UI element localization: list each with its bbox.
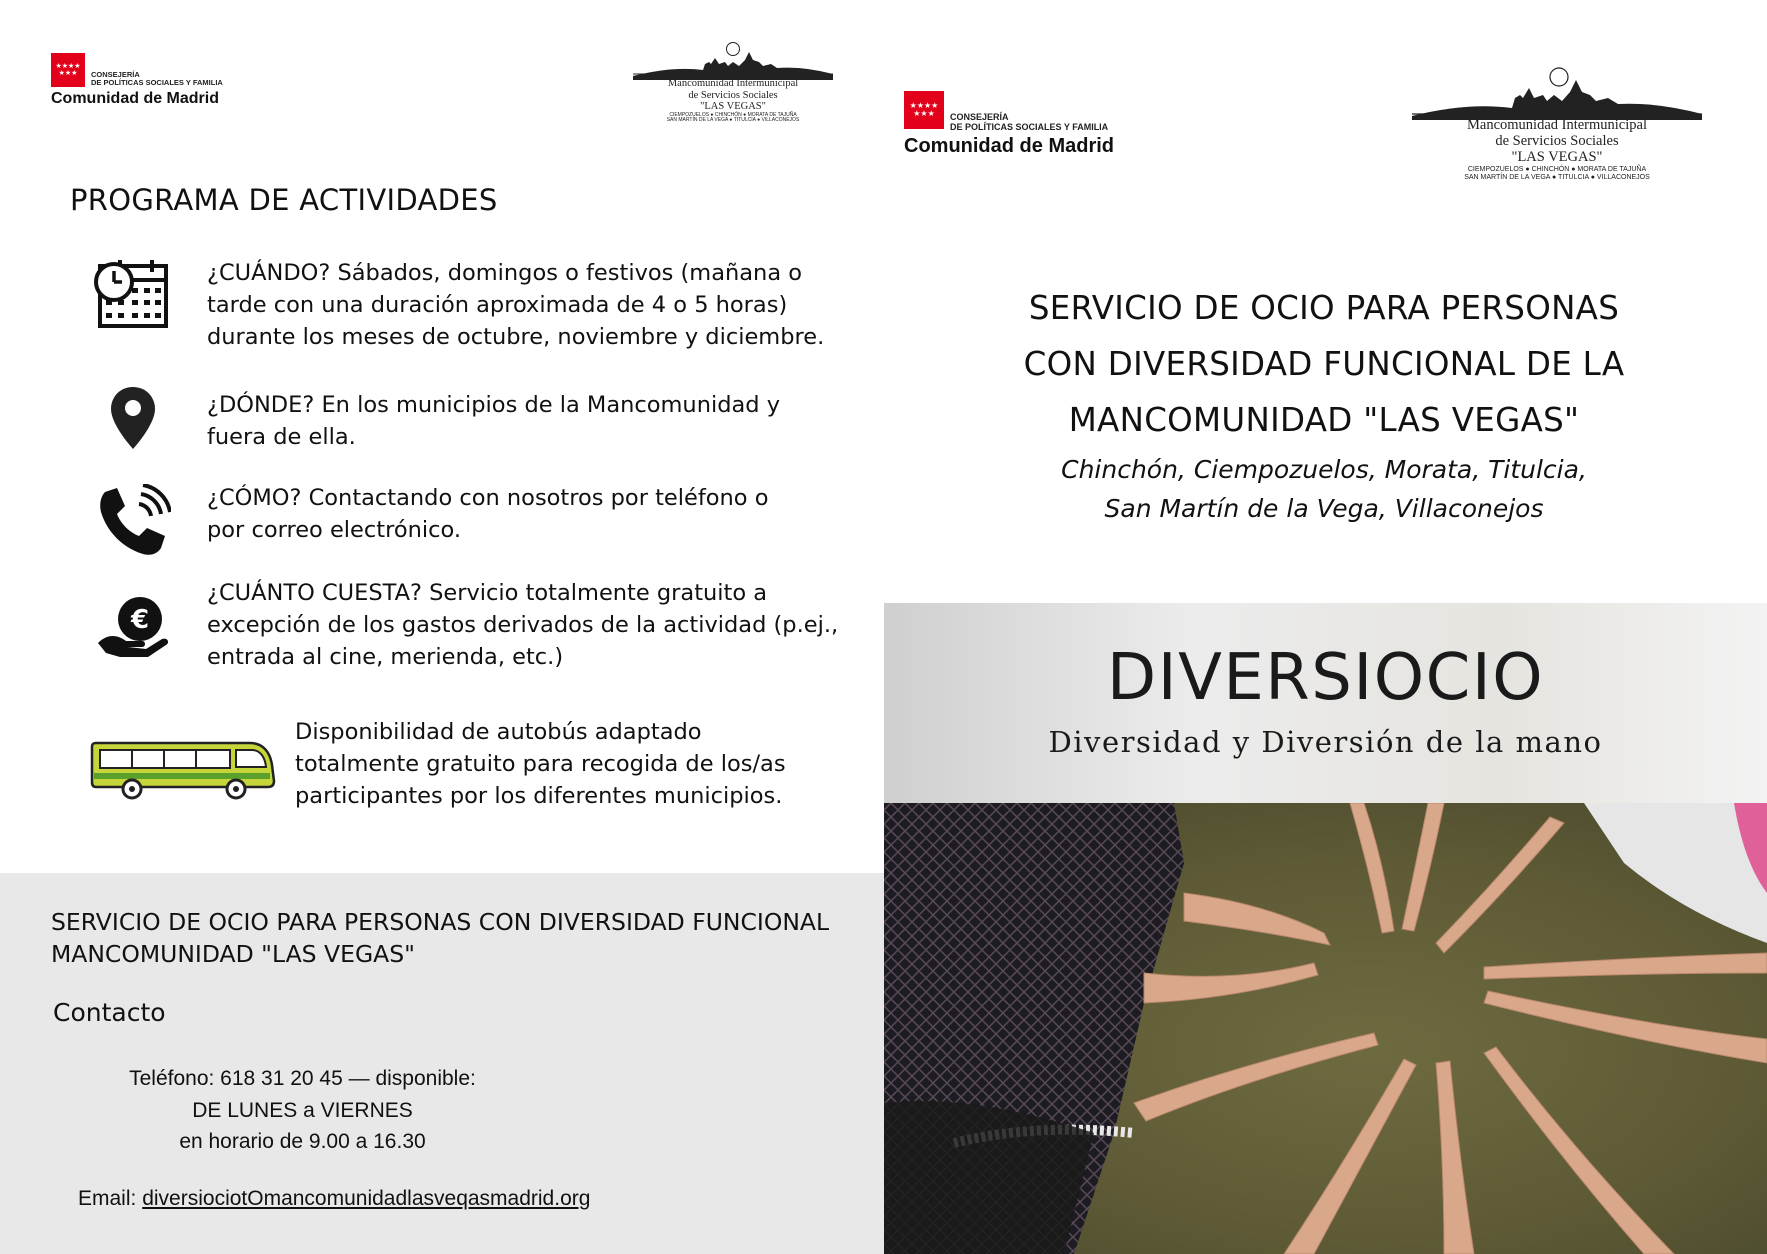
phone-info: [80, 1063, 525, 1158]
svg-text:€: €: [130, 605, 150, 635]
photo-hands-area: [884, 803, 1767, 1254]
cost-text: [207, 577, 838, 673]
cover-towns-line: Chinchón, Ciempozuelos, Morata, Titulcia,: [1061, 455, 1587, 484]
email-row: [78, 1187, 590, 1211]
how-line: por correo electrónico.: [207, 517, 462, 543]
phone-line: Teléfono: 618 31 20 45 — disponible:: [129, 1067, 476, 1090]
when-text: [207, 257, 824, 353]
brand-tagline: Diversidad y Diversión de la mano: [1048, 725, 1603, 759]
mancomunidad-logo-right: [1412, 64, 1702, 182]
town-skyline-icon: [1412, 64, 1702, 120]
how-text: [207, 482, 769, 546]
contact-service-title: [51, 906, 829, 970]
mancomunidad-towns-line: CIEMPOZUELOS ● CHINCHÓN ● MORATA DE TAJUÑA: [1467, 165, 1647, 173]
consejeria-label: CONSEJERÍA: [950, 112, 1009, 122]
mancomunidad-name-line: de Servicios Sociales: [1495, 132, 1619, 149]
cover-towns: [934, 450, 1714, 528]
mancomunidad-name-line: "LAS VEGAS": [1511, 148, 1603, 165]
cover-title-line: MANCOMUNIDAD "LAS VEGAS": [1068, 401, 1580, 439]
cover-title-line: CON DIVERSIDAD FUNCIONAL DE LA: [1023, 345, 1625, 383]
comunidad-madrid-logo-left: [51, 53, 223, 88]
cost-line: excepción de los gastos derivados de la actividad (p.ej.,: [207, 612, 839, 638]
phone-icon: [95, 484, 171, 562]
region-label-left: Comunidad de Madrid: [51, 90, 219, 107]
where-line: fuera de ella.: [207, 424, 356, 450]
contact-heading: Contacto: [53, 998, 166, 1027]
euro-hand-icon: [96, 595, 170, 663]
mancomunidad-towns-line: CIEMPOZUELOS ● CHINCHÓN ● MORATA DE TAJUÑA: [669, 111, 797, 118]
mancomunidad-name-line: Mancomunidad Intermunicipal: [1467, 117, 1647, 133]
bus-line: Disponibilidad de autobús adaptado: [295, 719, 702, 745]
calendar-clock-icon: [92, 258, 172, 334]
contact-title-line: MANCOMUNIDAD "LAS VEGAS": [51, 940, 415, 968]
how-line: ¿CÓMO? Contactando con nosotros por teléfono o: [207, 485, 769, 511]
mancomunidad-towns-line: SAN MARTÍN DE LA VEGA ● TITULCIA ● VILLACONEJOS: [1464, 173, 1650, 181]
town-skyline-icon: [633, 40, 833, 80]
when-line: tarde con una duración aproximada de 4 o 5 horas): [207, 292, 788, 318]
bus-text: [295, 716, 786, 812]
cost-line: ¿CUÁNTO CUESTA? Servicio totalmente gratuito a: [207, 580, 768, 606]
email-label: Email:: [78, 1187, 137, 1210]
mancomunidad-name-line: Mancomunidad Intermunicipal: [667, 78, 799, 89]
bus-line: participantes por los diferentes municipios.: [295, 783, 783, 809]
mancomunidad-name-line: "LAS VEGAS": [700, 101, 766, 113]
madrid-flag-icon: ★★★★ ★★★: [51, 53, 85, 87]
email-link[interactable]: diversiociotOmancomunidadlasveqasmadrid.org: [142, 1187, 591, 1210]
department-label: DE POLÍTICAS SOCIALES Y FAMILIA: [91, 78, 223, 88]
cost-line: entrada al cine, merienda, etc.): [207, 644, 564, 670]
where-text: [207, 389, 780, 453]
department-label: DE POLÍTICAS SOCIALES Y FAMILIA: [950, 122, 1109, 133]
cover-title-line: SERVICIO DE OCIO PARA PERSONAS: [1028, 289, 1620, 327]
mancomunidad-towns-line: SAN MARTÍN DE LA VEGA ● TITULCIA ● VILLACONEJOS: [666, 117, 800, 124]
mancomunidad-name-line: de Servicios Sociales: [688, 89, 778, 101]
phone-line: DE LUNES a VIERNES: [192, 1098, 413, 1122]
brand-title: DIVERSIOCIO: [1106, 641, 1545, 715]
cover-towns-line: San Martín de la Vega, Villaconejos: [1104, 494, 1544, 523]
where-line: ¿DÓNDE? En los municipios de la Mancomunidad y: [207, 392, 781, 418]
bus-line: totalmente gratuito para recogida de los/as: [295, 751, 786, 777]
consejeria-label: CONSEJERÍA: [91, 70, 140, 79]
contact-title-line: SERVICIO DE OCIO PARA PERSONAS CON DIVERSIDAD FUNCIONAL: [51, 908, 830, 936]
map-pin-icon: [108, 385, 158, 455]
region-label-right: Comunidad de Madrid: [904, 135, 1114, 157]
when-line: ¿CUÁNDO? Sábados, domingos o festivos (mañana o: [207, 260, 803, 286]
comunidad-madrid-logo-right: [904, 91, 1108, 132]
program-title: PROGRAMA DE ACTIVIDADES: [70, 183, 498, 217]
phone-line: en horario de 9.00 a 16.30: [179, 1130, 426, 1153]
cover-service-title: [934, 280, 1714, 448]
madrid-flag-icon: ★★★★ ★★★: [904, 91, 944, 129]
mancomunidad-logo-left: [633, 40, 833, 124]
bus-icon: [90, 737, 276, 805]
when-line: durante los meses de octubre, noviembre y diciembre.: [207, 324, 825, 350]
